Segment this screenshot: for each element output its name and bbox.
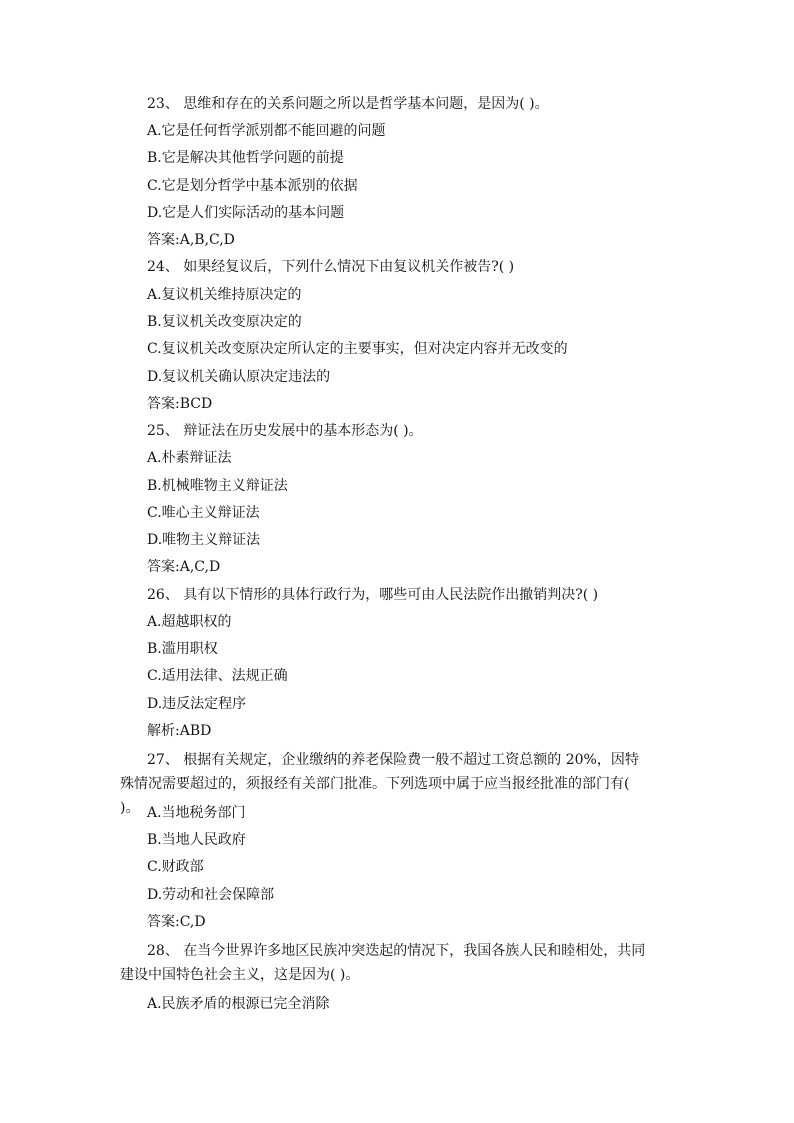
question-27-stem: 27、 根据有关规定，企业缴纳的养老保险费一般不超过工资总额的 20%，因特殊情况需要超过的，须报经有关部门批准。下列选项中属于应当报经批准的部门有( )。 <box>120 752 639 816</box>
question-23-option-a: A.它是任何哲学派别都不能回避的问题 <box>147 123 386 139</box>
question-27-option-c: C.财政部 <box>147 859 204 875</box>
question-24-option-c: C.复议机关改变原决定所认定的主要事实，但对决定内容并无改变的 <box>147 341 568 357</box>
question-26-option-c: C.适用法律、法规正确 <box>147 668 288 684</box>
question-24-stem: 24、 如果经复议后，下列什么情况下由复议机关作被告?( ) <box>147 259 515 275</box>
question-26-option-b: B.滥用职权 <box>147 641 218 657</box>
question-23-option-c: C.它是划分哲学中基本派别的依据 <box>147 178 358 194</box>
question-25-option-c: C.唯心主义辩证法 <box>147 505 260 521</box>
question-26-stem: 26、 具有以下情形的具体行政行为，哪些可由人民法院作出撤销判决?( ) <box>147 587 599 603</box>
question-28-stem: 28、 在当今世界许多地区民族冲突迭起的情况下，我国各族人民和睦相处，共同建设中国特色社会主义，这是因为( )。 <box>120 943 646 983</box>
question-25-stem: 25、 辩证法在历史发展中的基本形态为( )。 <box>147 423 423 439</box>
question-27-option-b: B.当地人民政府 <box>147 832 246 848</box>
question-23-stem: 23、 思维和存在的关系问题之所以是哲学基本问题，是因为( )。 <box>147 96 549 112</box>
question-27-option-a: A.当地税务部门 <box>147 805 246 821</box>
question-24-option-d: D.复议机关确认原决定违法的 <box>147 369 331 385</box>
question-25-option-a: A.朴素辩证法 <box>147 450 232 466</box>
question-25-option-b: B.机械唯物主义辩证法 <box>147 478 288 494</box>
question-24-option-b: B.复议机关改变原决定的 <box>147 314 302 330</box>
question-23-option-d: D.它是人们实际活动的基本问题 <box>147 205 345 221</box>
question-23-option-b: B.它是解决其他哲学问题的前提 <box>147 150 344 166</box>
question-25-option-d: D.唯物主义辩证法 <box>147 532 261 548</box>
question-26-option-d: D.违反法定程序 <box>147 696 247 712</box>
question-25-answer: 答案:A,C,D <box>147 559 221 575</box>
question-26-answer: 解析:ABD <box>147 723 212 739</box>
question-28-option-a: A.民族矛盾的根源已完全消除 <box>147 996 330 1012</box>
question-27-option-d: D.劳动和社会保障部 <box>147 887 275 903</box>
question-24-option-a: A.复议机关维持原决定的 <box>147 287 302 303</box>
question-27-answer: 答案:C,D <box>147 914 206 930</box>
question-23-answer: 答案:A,B,C,D <box>147 232 235 248</box>
question-26-option-a: A.超越职权的 <box>147 614 232 630</box>
question-24-answer: 答案:BCD <box>147 396 213 412</box>
